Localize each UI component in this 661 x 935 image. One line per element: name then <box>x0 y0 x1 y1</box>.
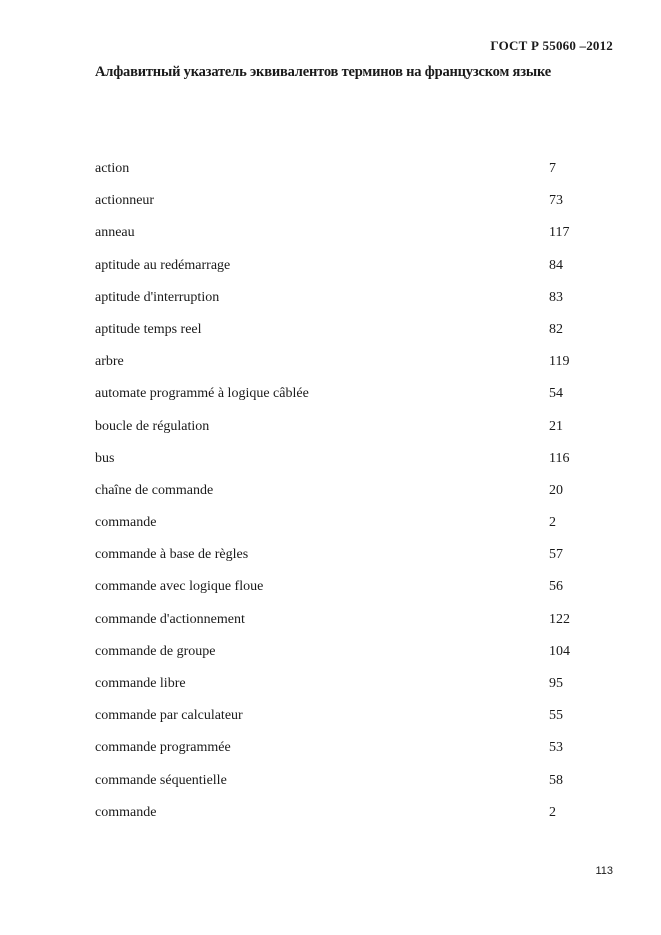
index-term: anneau <box>95 225 135 241</box>
index-entry <box>95 767 595 799</box>
index-entry <box>95 155 595 187</box>
index-term: commande séquentielle <box>95 772 227 788</box>
index-number: 21 <box>549 418 563 434</box>
index-number: 95 <box>549 676 563 691</box>
term-index-list <box>95 155 595 831</box>
index-number: 73 <box>549 193 563 209</box>
index-term: actionneur <box>95 193 155 209</box>
index-term: commande programmée <box>95 740 231 756</box>
index-number: 117 <box>549 225 570 241</box>
index-number: 56 <box>549 579 563 595</box>
index-entry <box>95 445 595 477</box>
index-number: 54 <box>549 386 563 402</box>
index-number: 2 <box>549 515 556 531</box>
index-entry <box>95 380 595 412</box>
index-number: 20 <box>549 482 563 498</box>
index-term: aptitude temps reel <box>95 321 202 337</box>
index-entry <box>95 187 595 219</box>
index-entry <box>95 509 595 541</box>
index-number: 57 <box>549 547 563 563</box>
index-term: automate programmé à logique câblée <box>95 386 309 402</box>
index-term: aptitude d'interruption <box>95 289 220 305</box>
index-term: commande à base de règles <box>95 547 249 563</box>
index-term: bus <box>95 450 115 466</box>
index-entry <box>95 477 595 509</box>
index-number: 104 <box>549 643 570 659</box>
index-number: 55 <box>549 708 563 724</box>
index-number: 116 <box>549 450 570 466</box>
index-number: 122 <box>549 611 570 627</box>
index-number: 2 <box>549 804 556 820</box>
index-entry <box>95 670 595 702</box>
index-term: commande libre <box>95 676 186 691</box>
index-term: commande d'actionnement <box>95 611 245 627</box>
page-title: Алфавитный указатель эквивалентов терминов на французском языке <box>95 64 551 80</box>
index-number: 58 <box>549 772 563 788</box>
page-number: 113 <box>595 865 613 877</box>
index-term: commande <box>95 804 157 820</box>
document-code: ГОСТ Р 55060 –2012 <box>490 38 613 53</box>
index-number: 7 <box>549 161 556 176</box>
index-entry <box>95 606 595 638</box>
index-entry <box>95 284 595 316</box>
index-term: arbre <box>95 354 124 370</box>
index-number: 82 <box>549 321 563 337</box>
index-term: commande avec logique floue <box>95 579 264 595</box>
index-term: action <box>95 161 130 176</box>
index-number: 119 <box>549 354 570 370</box>
index-term: commande par calculateur <box>95 708 243 724</box>
index-entry <box>95 348 595 380</box>
index-term: boucle de régulation <box>95 418 210 434</box>
index-number: 83 <box>549 289 563 305</box>
index-term: aptitude au redémarrage <box>95 257 231 273</box>
index-term: commande de groupe <box>95 643 216 659</box>
index-entry <box>95 702 595 734</box>
index-number: 53 <box>549 740 563 756</box>
index-entry <box>95 541 595 573</box>
index-term: chaîne de commande <box>95 482 214 498</box>
index-entry <box>95 638 595 670</box>
index-entry <box>95 219 595 251</box>
index-entry <box>95 413 595 445</box>
index-number: 84 <box>549 257 563 273</box>
index-entry <box>95 316 595 348</box>
index-entry <box>95 734 595 766</box>
index-term: commande <box>95 515 157 531</box>
index-entry <box>95 252 595 284</box>
index-entry <box>95 799 595 831</box>
index-entry <box>95 573 595 605</box>
